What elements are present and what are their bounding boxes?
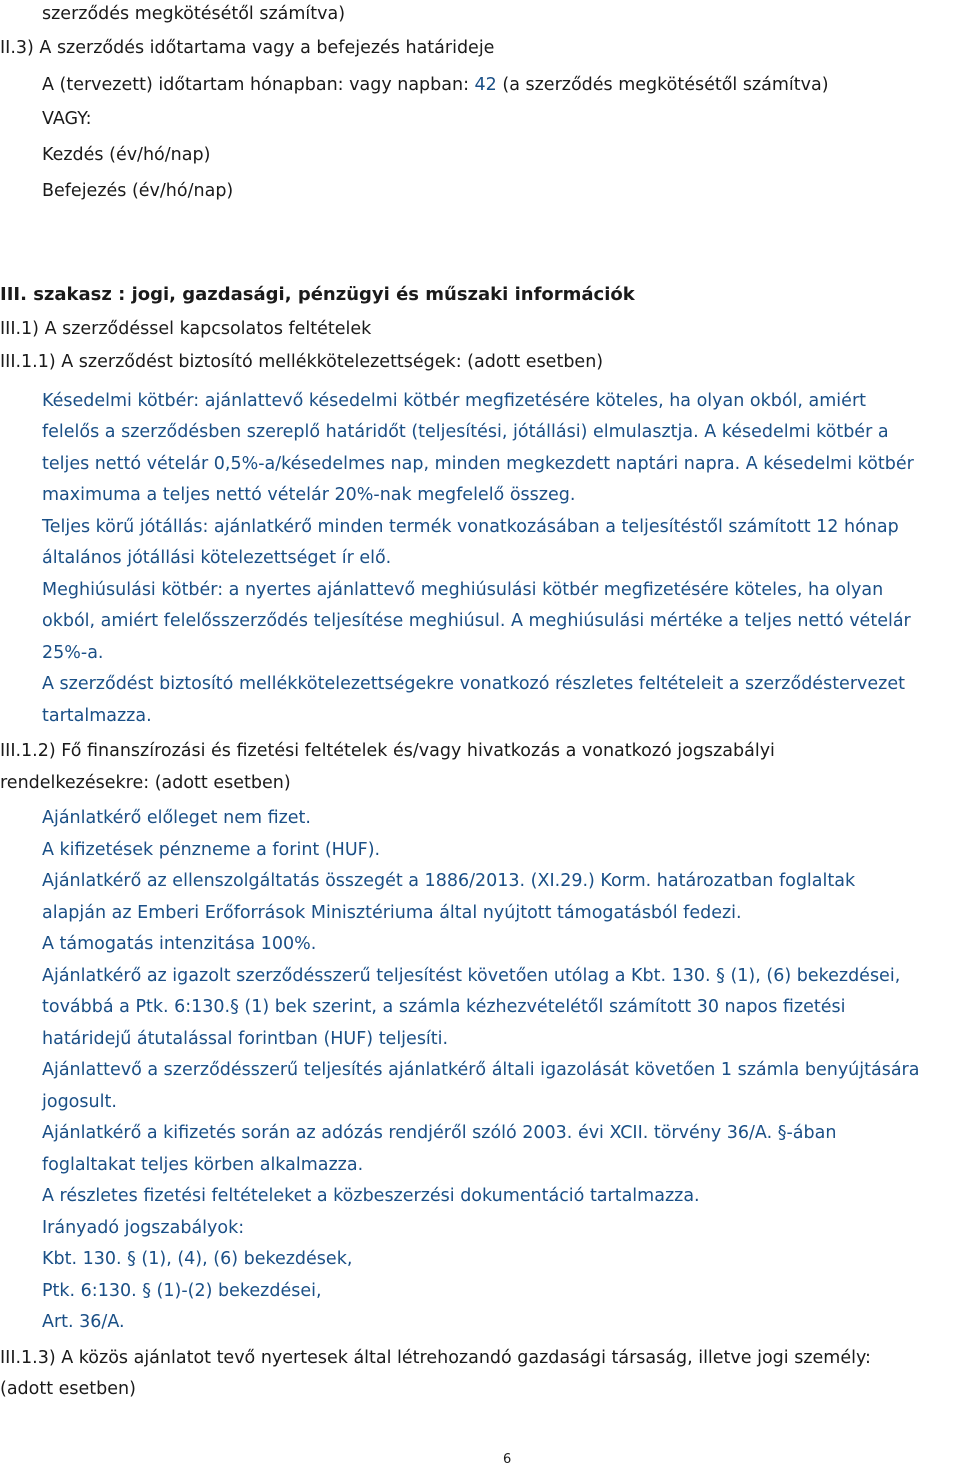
text-line: szerződés megkötésétől számítva): [42, 4, 346, 24]
paragraph-line: Ajánlatkérő az igazolt szerződésszerű teljesítést követően utólag a Kbt. 130. § (1), (6) bekezdései,: [42, 966, 901, 986]
subsection-heading: III.1) A szerződéssel kapcsolatos feltételek: [0, 319, 372, 339]
paragraph-line: általános jótállási kötelezettséget ír elő.: [42, 548, 392, 568]
paragraph-line: továbbá a Ptk. 6:130.§ (1) bek szerint, a számla kézhezvételétől számított 30 napos fizetési: [42, 997, 846, 1017]
paragraph-line: okból, amiért felelősszerződés teljesítése meghiúsul. A meghiúsulási mértéke a teljes nettó vételár: [42, 611, 911, 631]
paragraph-line: Ptk. 6:130. § (1)-(2) bekezdései,: [42, 1281, 322, 1301]
paragraph-line: Art. 36/A.: [42, 1312, 125, 1332]
paragraph-line: Teljes körű jótállás: ajánlatkérő minden termék vonatkozásában a teljesítéstől számított 12 hónap: [42, 517, 899, 537]
duration-value: 42: [474, 75, 497, 95]
subsection-heading: III.1.3) A közös ajánlatot tevő nyertesek által létrehozandó gazdasági társaság, illetve jogi személy:: [0, 1348, 871, 1368]
paragraph-line: Ajánlattevő a szerződésszerű teljesítés ajánlatkérő általi igazolását követően 1 számla benyújtására: [42, 1060, 920, 1080]
paragraph-line: A kifizetések pénzneme a forint (HUF).: [42, 840, 381, 860]
subsection-heading: (adott esetben): [0, 1379, 136, 1399]
paragraph-line: 25%-a.: [42, 643, 104, 663]
paragraph-line: A támogatás intenzitása 100%.: [42, 934, 317, 954]
duration-line: A (tervezett) időtartam hónapban: vagy napban: 42 (a szerződés megkötésétől számítva): [42, 75, 829, 95]
paragraph-line: A szerződést biztosító mellékkötelezettségekre vonatkozó részletes feltételeit a szerződéstervezet: [42, 674, 905, 694]
paragraph-line: Ajánlatkérő az ellenszolgáltatás összegét a 1886/2013. (XI.29.) Korm. határozatban foglaltak: [42, 871, 856, 891]
paragraph-line: Meghiúsulási kötbér: a nyertes ajánlattevő meghiúsulási kötbér megfizetésére köteles, ha olyan: [42, 580, 884, 600]
text-line: Kezdés (év/hó/nap): [42, 145, 211, 165]
paragraph-line: maximuma a teljes nettó vételár 20%-nak megfelelő összeg.: [42, 485, 576, 505]
subsection-heading: rendelkezésekre: (adott esetben): [0, 773, 291, 793]
text-line: VAGY:: [42, 109, 92, 129]
subsection-heading: III.1.1) A szerződést biztosító mellékkötelezettségek: (adott esetben): [0, 352, 604, 372]
paragraph-line: tartalmazza.: [42, 706, 152, 726]
page-number: 6: [503, 1452, 512, 1467]
paragraph-line: Irányadó jogszabályok:: [42, 1218, 245, 1238]
subsection-heading: III.1.2) Fő finanszírozási és fizetési feltételek és/vagy hivatkozás a vonatkozó jogszabályi: [0, 741, 775, 761]
paragraph-line: Ajánlatkérő a kifizetés során az adózás rendjéről szóló 2003. évi XCII. törvény 36/A. §-ában: [42, 1123, 837, 1143]
paragraph-line: jogosult.: [42, 1092, 117, 1112]
paragraph-line: Kbt. 130. § (1), (4), (6) bekezdések,: [42, 1249, 353, 1269]
paragraph-line: Késedelmi kötbér: ajánlattevő késedelmi kötbér megfizetésére köteles, ha olyan okból, amiért: [42, 391, 866, 411]
text-line: Befejezés (év/hó/nap): [42, 181, 234, 201]
paragraph-line: foglaltakat teljes körben alkalmazza.: [42, 1155, 364, 1175]
paragraph-line: alapján az Emberi Erőforrások Minisztériuma által nyújtott támogatásból fedezi.: [42, 903, 742, 923]
paragraph-line: Ajánlatkérő előleget nem fizet.: [42, 808, 311, 828]
paragraph-line: teljes nettó vételár 0,5%-a/késedelmes nap, minden megkezdett naptári napra. A késedelmi kötbér: [42, 454, 914, 474]
section-2-3-heading: II.3) A szerződés időtartama vagy a befejezés határideje: [0, 38, 495, 58]
paragraph-line: határidejű átutalással forintban (HUF) teljesíti.: [42, 1029, 449, 1049]
section-3-heading: III. szakasz : jogi, gazdasági, pénzügyi és műszaki információk: [0, 284, 635, 305]
paragraph-line: felelős a szerződésben szereplő határidőt (teljesítési, jótállási) elmulasztja. A késedelmi kötbér a: [42, 422, 889, 442]
paragraph-line: A részletes fizetési feltételeket a közbeszerzési dokumentáció tartalmazza.: [42, 1186, 700, 1206]
